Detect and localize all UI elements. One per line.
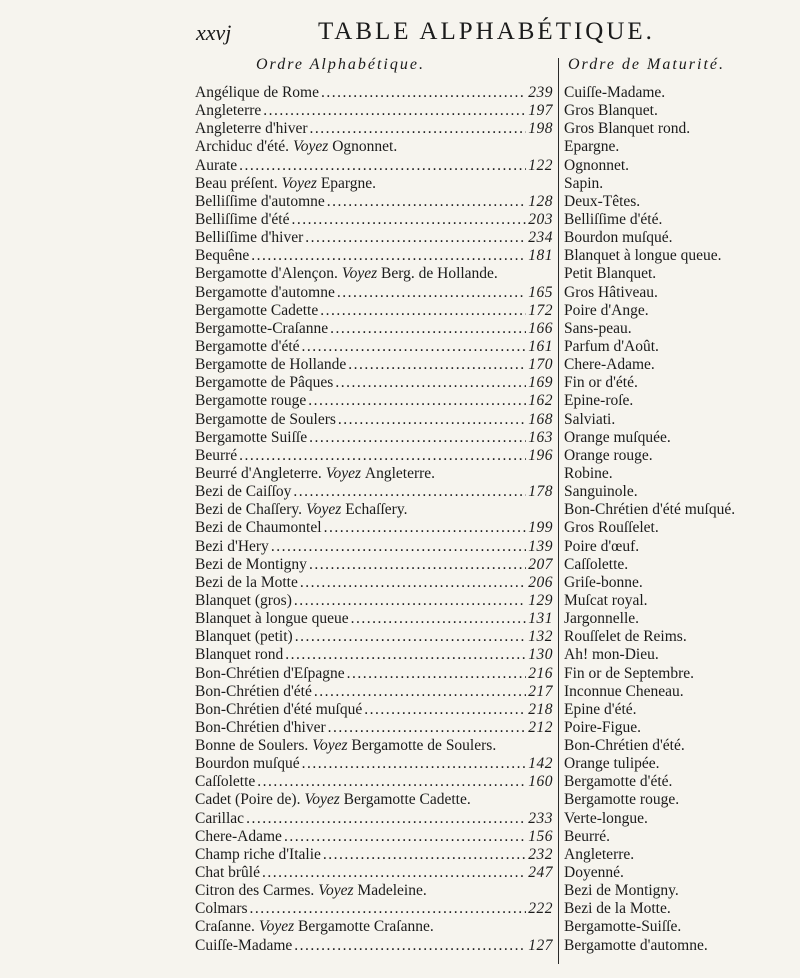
dot-leader: [321, 84, 526, 102]
entry-name: Angélique de Rome: [195, 84, 319, 101]
entry-name: Bergamotte de Hollande: [195, 356, 347, 374]
entry-name: Bergamotte d'automne: [195, 283, 335, 301]
dot-leader: [348, 356, 526, 374]
dot-leader: [337, 284, 526, 302]
entry-page-number: 198: [528, 120, 553, 138]
dot-leader: [295, 628, 527, 646]
maturity-column-heading: Ordre de Maturité.: [568, 56, 726, 73]
alphabetical-entry: [195, 646, 553, 664]
alphabetical-entry: [195, 701, 553, 719]
dot-leader: [324, 519, 527, 537]
alphabetical-entry: [195, 157, 553, 175]
dot-leader: [314, 683, 526, 701]
cross-reference: Bergamotte Cadette.: [343, 791, 471, 809]
maturity-entry: Robine.: [564, 464, 613, 482]
dot-leader: [309, 429, 526, 447]
entry-page-number: 130: [528, 646, 553, 664]
maturity-entry: Gros Hâtiveau.: [564, 283, 658, 301]
alphabetical-entry: [195, 501, 553, 519]
entry-page-number: 127: [528, 936, 553, 954]
maturity-entry: Caſſolette.: [564, 555, 629, 573]
entry-name: Aurate: [195, 156, 238, 174]
entry-name: Angleterre d'hiver: [195, 120, 308, 138]
dot-leader: [239, 157, 526, 175]
entry-name: Belliſſime d'automne: [195, 192, 325, 210]
maturity-entry: Bon-Chrétien d'été.: [564, 737, 685, 755]
entry-name: Bon-Chrétien d'hiver: [195, 718, 326, 736]
maturity-entry: Griſe-bonne.: [564, 573, 643, 591]
entry-page-number: 196: [528, 446, 553, 464]
see-also-label: Voyez: [304, 791, 340, 809]
alphabetical-list: [195, 84, 553, 955]
entry-name: Champ riche d'Italie: [195, 845, 321, 863]
entry-name: Bezi d'Hery: [195, 537, 269, 555]
entry-page-number: 233: [528, 809, 553, 827]
alphabetical-entry: [195, 247, 553, 265]
entry-name: Caſſolette: [195, 773, 256, 791]
maturity-entry: Petit Blanquet.: [564, 265, 657, 283]
page-number: xxvj: [196, 20, 232, 45]
entry-name: Colmars: [195, 900, 248, 918]
cross-reference: Madeleine.: [357, 882, 427, 900]
dot-leader: [302, 755, 527, 773]
alphabetical-entry: [195, 665, 553, 683]
dot-leader: [294, 937, 526, 955]
see-reference: [342, 265, 498, 283]
entry-page-number: 172: [528, 301, 553, 319]
dot-leader: [284, 828, 526, 846]
entry-name: Archiduc d'été.: [195, 138, 290, 156]
alphabetical-entry: [195, 483, 553, 501]
entry-page-number: 170: [528, 356, 553, 374]
see-also-label: Voyez: [281, 174, 317, 192]
cross-reference: Echaſſery.: [345, 501, 408, 519]
maturity-entry: Gros Blanquet rond.: [564, 120, 691, 138]
entry-page-number: 207: [528, 555, 553, 573]
alphabetical-entry: [195, 356, 553, 374]
entry-page-number: 222: [528, 900, 553, 918]
maturity-entry: Poire d'Ange.: [564, 301, 649, 319]
entry-name: Belliſſime d'été: [195, 210, 290, 228]
dot-leader: [302, 338, 527, 356]
entry-name: Citron des Carmes.: [195, 882, 315, 900]
alphabetical-entry: [195, 102, 553, 120]
dot-leader: [308, 392, 526, 410]
alphabetical-entry: [195, 519, 553, 537]
entry-name: Bezi de Chaumontel: [195, 519, 322, 537]
entry-page-number: 203: [528, 210, 553, 228]
dot-leader: [291, 211, 526, 229]
see-reference: [306, 501, 407, 519]
entry-name: Bequêne: [195, 247, 250, 265]
maturity-entry: Epine-roſe.: [564, 392, 634, 410]
dot-leader: [330, 320, 526, 338]
entry-page-number: 132: [528, 628, 553, 646]
entry-page-number: 142: [528, 755, 553, 773]
dot-leader: [251, 247, 526, 265]
alphabetical-entry: [195, 719, 553, 737]
alphabetical-entry: [195, 411, 553, 429]
entry-name: Bergamotte-Craſanne: [195, 319, 329, 337]
entry-name: Bon-Chrétien d'Eſpagne: [195, 664, 345, 682]
maturity-entry: Gros Rouſſelet.: [564, 519, 659, 537]
dot-leader: [327, 193, 526, 211]
entry-name: Bezi de Caiſſoy: [195, 483, 292, 501]
dot-leader: [364, 701, 526, 719]
maturity-entry: Epine d'été.: [564, 700, 637, 718]
maturity-entry: Sapin.: [564, 174, 604, 192]
alphabetical-column-heading: Ordre Alphabétique.: [256, 56, 425, 73]
entry-name: Angleterre: [195, 102, 262, 120]
see-reference: [282, 175, 376, 193]
entry-name: Bourdon muſqué: [195, 755, 300, 773]
maturity-entry: Jargonnelle.: [564, 610, 640, 628]
alphabetical-entry: [195, 447, 553, 465]
alphabetical-entry: [195, 193, 553, 211]
maturity-list: [564, 84, 800, 955]
alphabetical-entry: [195, 302, 553, 320]
entry-page-number: 161: [528, 337, 553, 355]
alphabetical-entry: [195, 791, 553, 809]
entry-page-number: 165: [528, 283, 553, 301]
entry-name: Blanquet (gros): [195, 591, 292, 609]
entry-page-number: 218: [528, 700, 553, 718]
entry-name: Chere-Adame: [195, 827, 282, 845]
alphabetical-entry: [195, 882, 553, 900]
see-also-label: Voyez: [318, 882, 354, 900]
entry-name: Bezi de Chaſſery.: [195, 501, 303, 519]
entry-name: Chat brûlé: [195, 864, 260, 882]
entry-page-number: 129: [528, 591, 553, 609]
dot-leader: [305, 229, 526, 247]
alphabetical-entry: [195, 828, 553, 846]
maturity-entry: Epargne.: [564, 138, 620, 156]
entry-page-number: 169: [528, 374, 553, 392]
maturity-entry: Belliſſime d'été.: [564, 210, 663, 228]
alphabetical-entry: [195, 120, 553, 138]
entry-name: Cuiſſe-Madame: [195, 936, 293, 954]
cross-reference: Bergamotte de Soulers.: [351, 737, 497, 755]
maturity-entry: Cuiſſe-Madame.: [564, 84, 666, 101]
dot-leader: [285, 646, 526, 664]
dot-leader: [323, 846, 526, 864]
entry-page-number: 139: [528, 537, 553, 555]
entry-page-number: 239: [528, 84, 553, 101]
entry-name: Bezi de Montigny: [195, 555, 307, 573]
alphabetical-entry: [195, 374, 553, 392]
alphabetical-entry: [195, 338, 553, 356]
entry-name: Bergamotte Cadette: [195, 301, 319, 319]
alphabetical-entry: [195, 773, 553, 791]
see-reference: [312, 737, 496, 755]
entry-page-number: 163: [528, 428, 553, 446]
maturity-entry: Beurré.: [564, 827, 611, 845]
dot-leader: [320, 302, 526, 320]
entry-page-number: 232: [528, 845, 553, 863]
see-also-label: Voyez: [312, 737, 348, 755]
entry-page-number: 216: [528, 664, 553, 682]
dot-leader: [263, 102, 526, 120]
page-header: [0, 18, 800, 48]
entry-page-number: 217: [528, 682, 553, 700]
entry-page-number: 197: [528, 102, 553, 120]
maturity-entry: Bon-Chrétien d'été muſqué.: [564, 501, 736, 519]
alphabetical-entry: [195, 683, 553, 701]
dot-leader: [328, 719, 527, 737]
see-also-label: Voyez: [341, 265, 378, 283]
dot-leader: [338, 411, 526, 429]
maturity-entry: Deux-Têtes.: [564, 192, 641, 210]
entry-page-number: 122: [528, 156, 553, 174]
entry-name: Bergamotte d'été: [195, 337, 300, 355]
dot-leader: [309, 556, 526, 574]
maturity-entry: Angleterre.: [564, 845, 635, 863]
see-reference: [293, 138, 397, 156]
alphabetical-entry: [195, 755, 553, 773]
entry-name: Beurré d'Angleterre.: [195, 464, 322, 482]
entry-page-number: 131: [528, 610, 553, 628]
maturity-entry: Fin or d'été.: [564, 374, 638, 392]
alphabetical-entry: [195, 138, 553, 156]
alphabetical-entry: [195, 229, 553, 247]
entry-name: Beau préſent.: [195, 174, 278, 192]
maturity-entry: Bergamotte rouge.: [564, 791, 680, 809]
dot-leader: [294, 592, 526, 610]
maturity-entry: Orange muſquée.: [564, 428, 671, 446]
see-reference: [318, 882, 426, 900]
maturity-entry: Bezi de la Motte.: [564, 900, 671, 918]
entry-name: Bergamotte Suiſſe: [195, 428, 308, 446]
alphabetical-entry: [195, 556, 553, 574]
dot-leader: [347, 665, 527, 683]
alphabetical-entry: [195, 846, 553, 864]
entry-page-number: 156: [528, 827, 553, 845]
entry-name: Bonne de Soulers.: [195, 737, 309, 755]
entry-name: Blanquet (petit): [195, 628, 293, 646]
maturity-entry: Gros Blanquet.: [564, 102, 658, 120]
alphabetical-entry: [195, 538, 553, 556]
entry-name: Carillac: [195, 809, 245, 827]
maturity-entry: Chere-Adame.: [564, 356, 655, 374]
page-title: TABLE ALPHABÉTIQUE.: [318, 18, 655, 45]
alphabetical-entry: [195, 211, 553, 229]
maturity-entry: Salviati.: [564, 410, 616, 428]
alphabetical-entry: [195, 465, 553, 483]
alphabetical-entry: [195, 284, 553, 302]
entry-name: Bergamotte de Pâques: [195, 374, 334, 392]
dot-leader: [310, 120, 527, 138]
see-also-label: Voyez: [325, 464, 362, 482]
maturity-entry: Poire d'œuf.: [564, 537, 640, 555]
maturity-entry: Poire-Figue.: [564, 718, 642, 736]
alphabetical-entry: [195, 175, 553, 193]
maturity-entry: Fin or de Septembre.: [564, 664, 695, 682]
cross-reference: Epargne.: [320, 174, 377, 192]
alphabetical-entry: [195, 610, 553, 628]
cross-reference: Angleterre.: [364, 464, 436, 482]
entry-page-number: 206: [528, 573, 553, 591]
maturity-entry: Bergamotte d'été.: [564, 773, 673, 791]
entry-name: Blanquet rond: [195, 646, 284, 664]
see-also-label: Voyez: [306, 501, 342, 519]
maturity-entry: Doyenné.: [564, 864, 624, 882]
entry-name: Bon-Chrétien d'été muſqué: [195, 700, 363, 718]
maturity-entry: Orange rouge.: [564, 446, 653, 464]
maturity-entry: Ah! mon-Dieu.: [564, 646, 659, 664]
maturity-entry: Muſcat royal.: [564, 591, 648, 609]
entry-name: Bon-Chrétien d'été: [195, 682, 312, 700]
maturity-entry: Bourdon muſqué.: [564, 229, 673, 247]
dot-leader: [300, 574, 526, 592]
alphabetical-entry: [195, 918, 553, 936]
entry-name: Craſanne.: [195, 918, 255, 936]
entry-name: Cadet (Poire de).: [195, 791, 301, 809]
dot-leader: [262, 864, 526, 882]
alphabetical-entry: [195, 900, 553, 918]
alphabetical-entry: [195, 737, 553, 755]
see-reference: [259, 918, 434, 936]
entry-page-number: 234: [528, 229, 553, 247]
maturity-entry: Verte-longue.: [564, 809, 648, 827]
alphabetical-entry: [195, 864, 553, 882]
dot-leader: [239, 447, 526, 465]
see-also-label: Voyez: [258, 918, 295, 936]
maturity-entry: Bergamotte-Suiſſe.: [564, 918, 682, 936]
maturity-entry: Bezi de Montigny.: [564, 882, 679, 900]
maturity-entry: Rouſſelet de Reims.: [564, 628, 687, 646]
entry-name: Bezi de la Motte: [195, 573, 298, 591]
alphabetical-entry: [195, 592, 553, 610]
cross-reference: Bergamotte Craſanne.: [298, 918, 434, 936]
entry-name: Blanquet à longue queue: [195, 610, 349, 628]
entry-name: Bergamotte de Soulers: [195, 410, 336, 428]
entry-name: Beurré: [195, 446, 238, 464]
entry-page-number: 199: [528, 519, 553, 537]
column-divider: [558, 58, 559, 964]
see-reference: [326, 465, 435, 483]
alphabetical-entry: [195, 265, 553, 283]
maturity-entry: Orange tulipée.: [564, 755, 660, 773]
dot-leader: [250, 900, 527, 918]
entry-name: Bergamotte d'Alençon.: [195, 265, 338, 283]
cross-reference: Ognonnet.: [332, 138, 398, 156]
entry-page-number: 168: [528, 410, 553, 428]
alphabetical-entry: [195, 392, 553, 410]
entry-page-number: 162: [528, 392, 553, 410]
alphabetical-entry: [195, 628, 553, 646]
alphabetical-entry: [195, 810, 553, 828]
see-reference: [304, 791, 470, 809]
dot-leader: [351, 610, 527, 628]
maturity-entry: Blanquet à longue queue.: [564, 247, 722, 265]
entry-page-number: 178: [528, 483, 553, 501]
entry-name: Belliſſime d'hiver: [195, 229, 304, 247]
dot-leader: [257, 773, 526, 791]
maturity-entry: Sans-peau.: [564, 319, 632, 337]
entry-page-number: 181: [528, 247, 553, 265]
alphabetical-entry: [195, 429, 553, 447]
maturity-entry: Sanguinole.: [564, 483, 638, 501]
entry-page-number: 160: [528, 773, 553, 791]
dot-leader: [246, 810, 526, 828]
entry-page-number: 247: [528, 864, 553, 882]
entry-page-number: 166: [528, 319, 553, 337]
alphabetical-entry: [195, 320, 553, 338]
maturity-entry: Inconnue Cheneau.: [564, 682, 684, 700]
dot-leader: [335, 374, 526, 392]
maturity-entry: Ognonnet.: [564, 156, 630, 174]
entry-name: Bergamotte rouge: [195, 392, 307, 410]
alphabetical-entry: [195, 574, 553, 592]
entry-page-number: 212: [528, 718, 553, 736]
maturity-entry: Parfum d'Août.: [564, 337, 659, 355]
maturity-entry: Bergamotte d'automne.: [564, 936, 708, 954]
entry-page-number: 128: [528, 192, 553, 210]
alphabetical-entry: [195, 84, 553, 102]
dot-leader: [271, 538, 526, 556]
see-also-label: Voyez: [293, 138, 329, 156]
dot-leader: [293, 483, 526, 501]
cross-reference: Berg. de Hollande.: [381, 265, 498, 283]
alphabetical-entry: [195, 937, 553, 955]
